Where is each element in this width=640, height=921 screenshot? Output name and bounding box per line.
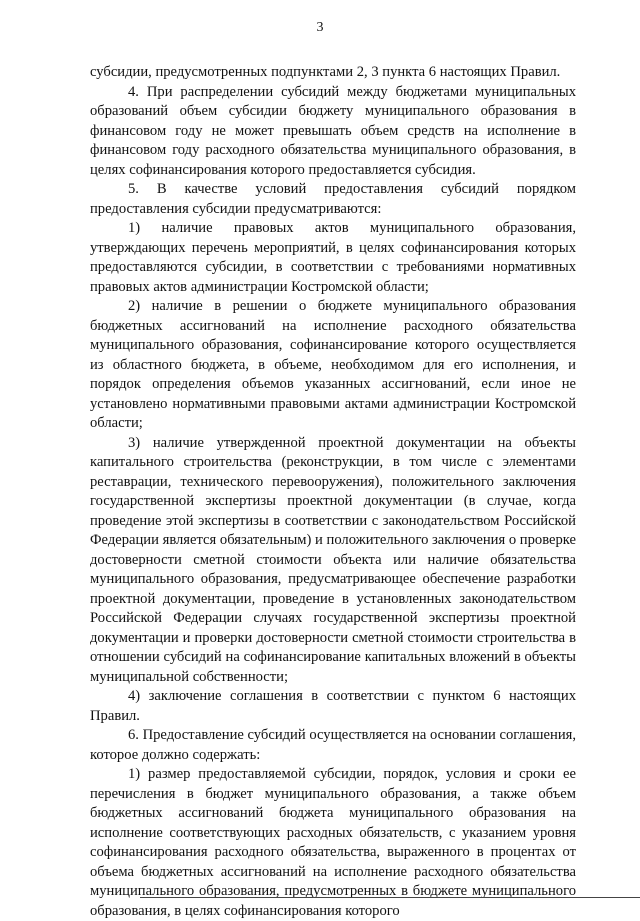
subparagraph-5-1: 1) наличие правовых актов муниципального образования, утверждающих перечень мероприятий, в целях софинансирования которых предоставляются субсидии, в соответствии с требованиями нормативных правовых актов администрации Костромской области; [90, 220, 576, 295]
subparagraph-6-1: 1) размер предоставляемой субсидии, порядок, условия и сроки ее перечисления в бюджет муниципального образования, а также объем бюджетных ассигнований бюджета муниципального образования на исполнение соответствующих расходных обязательств, с указанием уровня софинансирования расходного обязательства, выраженного в процентах от объема бюджетных ассигнований на исполнение расходного обязательства муниципального образования, предусмотренных в бюджете муниципального образования, в целях софинансирования которого [90, 766, 576, 919]
paragraph-continuation: субсидии, предусмотренных подпунктами 2, 3 пункта 6 настоящих Правил. [90, 64, 561, 80]
document-body [90, 63, 576, 921]
paragraph-item-4: 4. При распределении субсидий между бюджетами муниципальных образований объем субсидии бюджету муниципального образования в финансовом году не может превышать объем средств на исполнение в финансовом году расходного обязательства муниципального образования, в целях софинансирования которого предоставляется субсидия. [90, 83, 576, 178]
paragraph-item-6: 6. Предоставление субсидий осуществляется на основании соглашения, которое должно содержать: [90, 727, 576, 763]
subparagraph-5-2: 2) наличие в решении о бюджете муниципального образования бюджетных ассигнований на исполнение расходного обязательства муниципального образования, софинансирование которого осуществляется из областного бюджета, в объеме, необходимом для его исполнения, и порядок определения объемов указанных ассигнований, если иное не установлено нормативными правовыми актами администрации Костромской области; [90, 298, 576, 431]
subparagraph-5-4: 4) заключение соглашения в соответствии с пунктом 6 настоящих Правил. [90, 688, 576, 724]
page-bottom-rule [140, 897, 640, 898]
paragraph-item-5: 5. В качестве условий предоставления субсидий порядком предоставления субсидии предусматриваются: [90, 181, 576, 217]
page-number: 3 [316, 20, 324, 35]
subparagraph-5-3: 3) наличие утвержденной проектной документации на объекты капитального строительства (реконструкции, в том числе с элементами реставрации, технического перевооружения), положительного заключения государственной экспертизы проектной документации (в случае, когда проведение этой экспертизы в соответствии с законодательством Российской Федерации является обязательным) и положительного заключения о проверке достоверности сметной стоимости объекта или наличие обязательства муниципального образования, предусматривающее обеспечение разработки проектной документации, проведение в установленных законодательством Российской Федерации случаях государственной экспертизы проектной документации и проверки достоверности сметной стоимости строительства в отношении субсидий на софинансирование капитальных вложений в объекты муниципальной собственности; [90, 434, 576, 685]
